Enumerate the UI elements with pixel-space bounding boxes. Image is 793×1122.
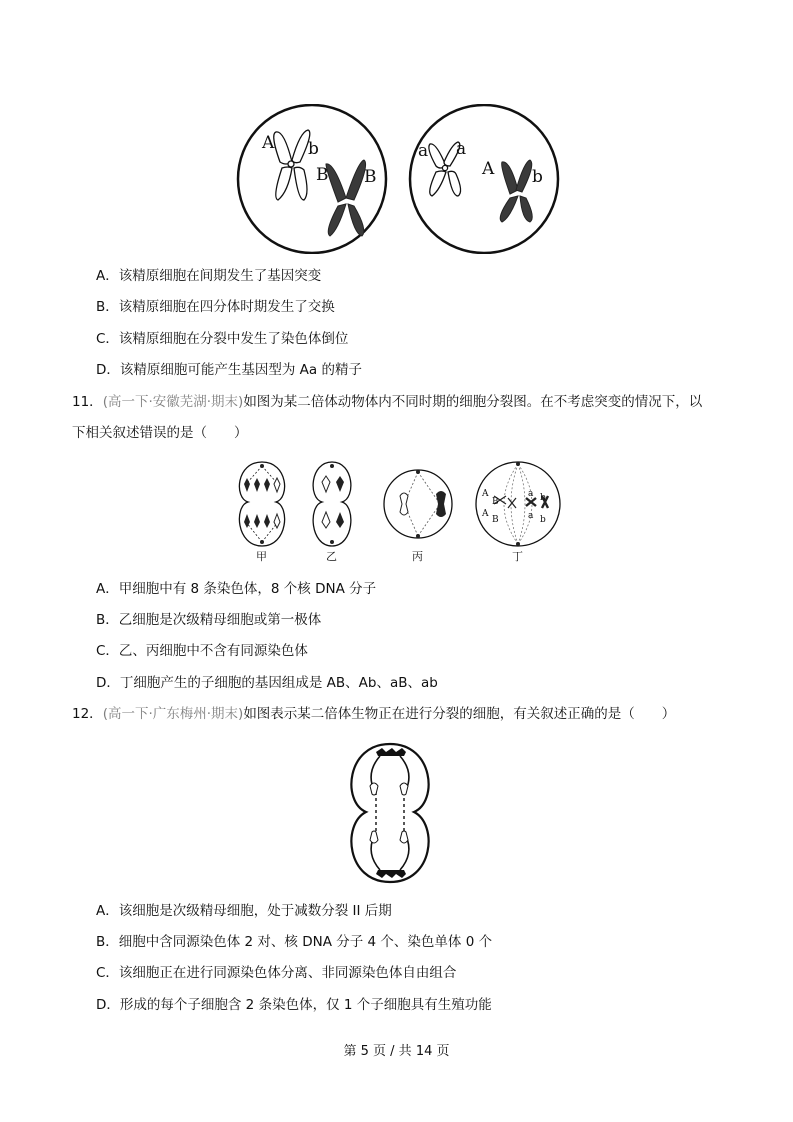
figure-anaphase-cell (336, 742, 444, 884)
q11-option-d: D．丁细胞产生的子细胞的基因组成是 AB、Ab、aB、ab (96, 675, 438, 691)
q10-option-a: A．该精原细胞在间期发生了基因突变 (96, 268, 322, 284)
gene-label: b (308, 139, 319, 159)
cell-label-bing: 丙 (412, 550, 423, 563)
q12-option-d: D．形成的每个子细胞含 2 条染色体，仅 1 个子细胞具有生殖功能 (96, 997, 492, 1013)
figure-chromosome-crossover (234, 104, 564, 254)
gene-label: B (364, 167, 377, 187)
question-source: (高一下·广东梅州·期末) (102, 706, 244, 722)
question-text: 如图表示某二倍体生物正在进行分裂的细胞，有关叙述正确的是（ ） (243, 706, 676, 722)
question-number: 12． (72, 706, 103, 722)
gene-label: b (540, 493, 546, 503)
gene-label: A (482, 509, 489, 519)
q11-option-a: A．甲细胞中有 8 条染色体，8 个核 DNA 分子 (96, 581, 377, 597)
q11-stem-line1 (72, 393, 702, 411)
gene-label: a (528, 511, 534, 521)
question-text: 如图为某二倍体动物体内不同时期的细胞分裂图。在不考虑突变的情况下，以 (243, 394, 703, 410)
gene-label: A (482, 489, 489, 499)
figure-cell-division-stages (228, 456, 564, 564)
q12-stem (72, 705, 675, 723)
q10-option-b: B．该精原细胞在四分体时期发生了交换 (96, 299, 335, 315)
gene-label: b (540, 515, 546, 525)
gene-label: a (528, 489, 534, 499)
gene-label: A (262, 133, 275, 153)
q12-option-c: C．该细胞正在进行同源染色体分离、非同源染色体自由组合 (96, 965, 457, 981)
gene-label: b (532, 167, 543, 187)
q11-stem-line2: 下相关叙述错误的是（ ） (72, 425, 248, 441)
gene-label: A (482, 159, 495, 179)
q10-option-d: D．该精原细胞可能产生基因型为 Aa 的精子 (96, 362, 362, 378)
q11-option-b: B．乙细胞是次级精母细胞或第一极体 (96, 612, 322, 628)
cell-label-ding: 丁 (512, 550, 523, 563)
q11-option-c: C．乙、丙细胞中不含有同源染色体 (96, 643, 308, 659)
gene-label: B (492, 515, 499, 525)
question-number: 11． (72, 394, 103, 410)
gene-label: B (492, 497, 499, 507)
cell-label-yi: 乙 (326, 550, 337, 563)
gene-label: B (316, 165, 329, 185)
q12-option-b: B．细胞中含同源染色体 2 对、核 DNA 分子 4 个、染色单体 0 个 (96, 934, 493, 950)
question-source: (高一下·安徽芜湖·期末) (102, 394, 244, 410)
page-footer: 第 5 页 / 共 14 页 (343, 1044, 450, 1059)
q12-option-a: A．该细胞是次级精母细胞，处于减数分裂 II 后期 (96, 903, 392, 919)
q10-option-c: C．该精原细胞在分裂中发生了染色体倒位 (96, 331, 349, 347)
cell-label-jia: 甲 (256, 550, 267, 563)
gene-label: a (456, 139, 467, 159)
gene-label: a (418, 141, 429, 161)
